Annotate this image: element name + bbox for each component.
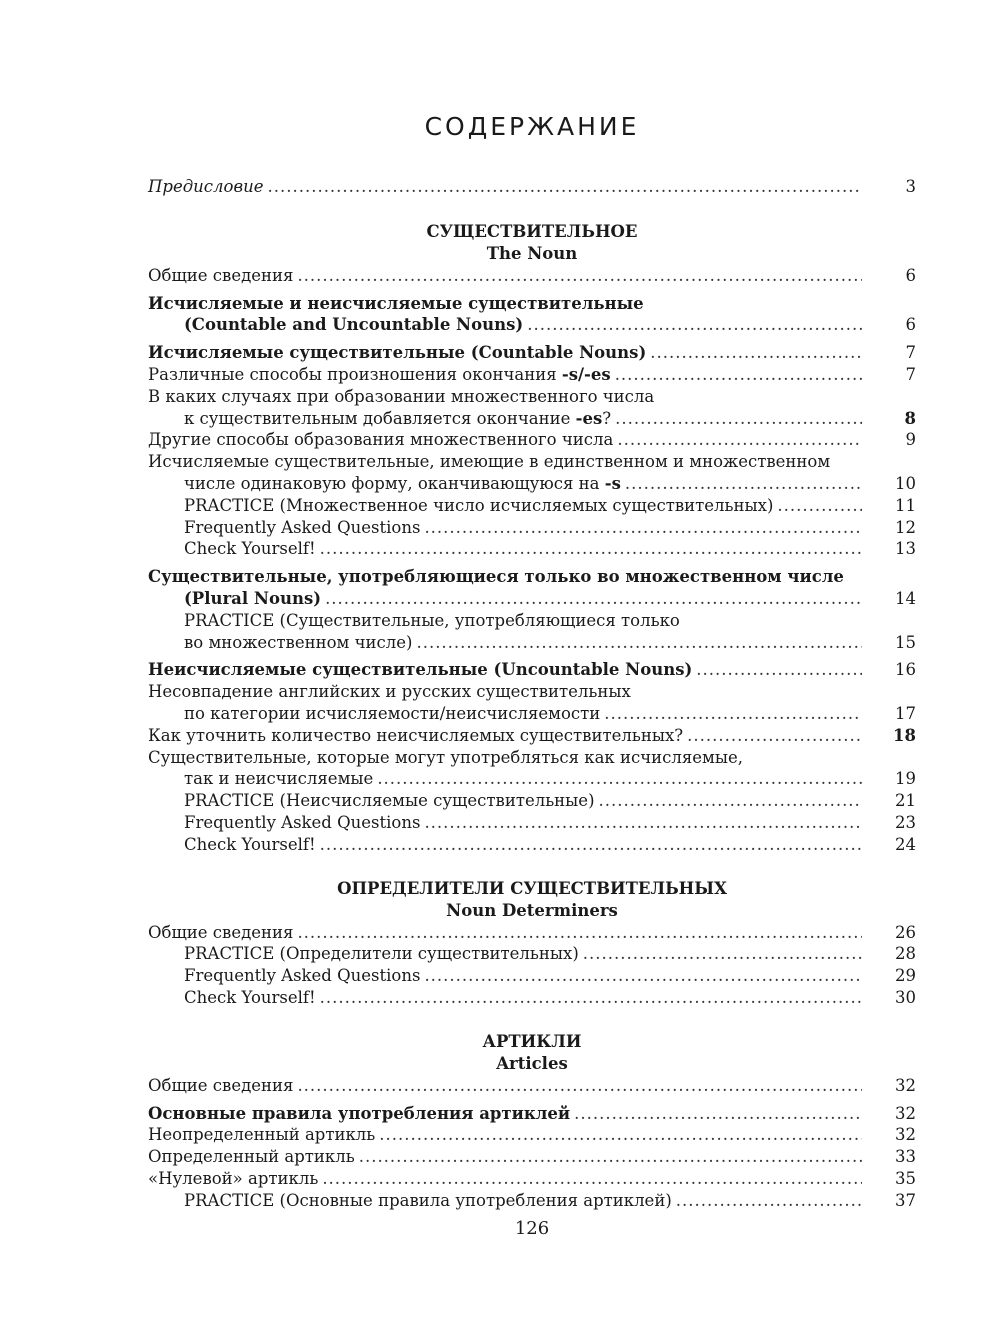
toc-entry: Check Yourself! ..... 13 xyxy=(148,538,916,560)
toc-entry-line: PRACTICE (Существительные, употребляющиеся только xyxy=(184,610,680,630)
toc-entry: Frequently Asked Questions ..... 29 xyxy=(148,965,916,987)
section-heading-determiners-ru: ОПРЕДЕЛИТЕЛИ СУЩЕСТВИТЕЛЬНЫХ xyxy=(337,878,727,898)
toc-entry: Общие сведения ..... 32 xyxy=(148,1075,916,1097)
toc-entry: так и неисчисляемые ..... 19 xyxy=(148,768,916,790)
toc-entry: Другие способы образования множественного числа ..... 9 xyxy=(148,429,916,451)
toc-entry: Общие сведения ..... 6 xyxy=(148,265,916,287)
toc-entry: числе одинаковую форму, оканчивающуюся на -s ..... 10 xyxy=(148,473,916,495)
toc-entry-line: В каких случаях при образовании множественного числа xyxy=(148,386,655,406)
toc-entry: «Нулевой» артикль ..... 35 xyxy=(148,1168,916,1190)
toc-entry: Исчисляемые существительные (Countable Nouns) ..... 7 xyxy=(148,342,916,364)
toc-entry-line: Существительные, которые могут употребляться как исчисляемые, xyxy=(148,747,743,767)
toc-entry: Check Yourself! ..... 30 xyxy=(148,987,916,1009)
toc-entry: по категории исчисляемости/неисчисляемости ..... 17 xyxy=(148,703,916,725)
toc-entry: Различные способы произношения окончания -s/-es ..... 7 xyxy=(148,364,916,386)
toc-entry: Общие сведения ..... 26 xyxy=(148,922,916,944)
toc-entry: Неисчисляемые существительные (Uncountable Nouns) ..... 16 xyxy=(148,659,916,681)
toc-entry: Неопределенный артикль ..... 32 xyxy=(148,1124,916,1146)
toc-entry: PRACTICE (Основные правила употребления артиклей) ..... 37 xyxy=(148,1190,916,1212)
table-of-contents xyxy=(148,176,916,1211)
toc-entry: (Plural Nouns) ..... 14 xyxy=(148,588,916,610)
toc-entry-line: Исчисляемые существительные, имеющие в единственном и множественном xyxy=(148,452,831,472)
toc-entry: Определенный артикль ..... 33 xyxy=(148,1146,916,1168)
toc-entry: Frequently Asked Questions ..... 12 xyxy=(148,517,916,539)
toc-entry: Основные правила употребления артиклей ..... 32 xyxy=(148,1103,916,1125)
toc-entry: Как уточнить количество неисчисляемых существительных? ..... 18 xyxy=(148,725,916,747)
toc-entry-line: Исчисляемые и неисчисляемые существительные xyxy=(148,293,644,313)
section-heading-noun-en: The Noun xyxy=(486,243,578,263)
section-heading-determiners-en: Noun Determiners xyxy=(446,900,618,920)
section-heading-noun-ru: СУЩЕСТВИТЕЛЬНОЕ xyxy=(426,221,638,241)
page-title: СОДЕРЖАНИЕ xyxy=(424,112,640,141)
toc-entry-preface: Предисловие ..... 3 xyxy=(148,176,916,198)
toc-entry: Check Yourself! ..... 24 xyxy=(148,834,916,856)
page-number: 126 xyxy=(514,1218,550,1239)
toc-entry: PRACTICE (Неисчисляемые существительные) ..... 21 xyxy=(148,790,916,812)
toc-entry: PRACTICE (Определители существительных) ..... 28 xyxy=(148,943,916,965)
toc-entry-line: Существительные, употребляющиеся только во множественном числе xyxy=(148,567,844,587)
section-heading-articles-en: Articles xyxy=(496,1053,568,1073)
toc-entry: к существительным добавляется окончание -es? ..... 8 xyxy=(148,408,916,430)
toc-entry: (Countable and Uncountable Nouns) ..... 6 xyxy=(148,314,916,336)
toc-entry: PRACTICE (Множественное число исчисляемых существительных) ..... 11 xyxy=(148,495,916,517)
section-heading-articles-ru: АРТИКЛИ xyxy=(482,1031,582,1051)
toc-entry: во множественном числе) ..... 15 xyxy=(148,632,916,654)
toc-entry-line: Несовпадение английских и русских существительных xyxy=(148,682,631,702)
toc-entry: Frequently Asked Questions ..... 23 xyxy=(148,812,916,834)
